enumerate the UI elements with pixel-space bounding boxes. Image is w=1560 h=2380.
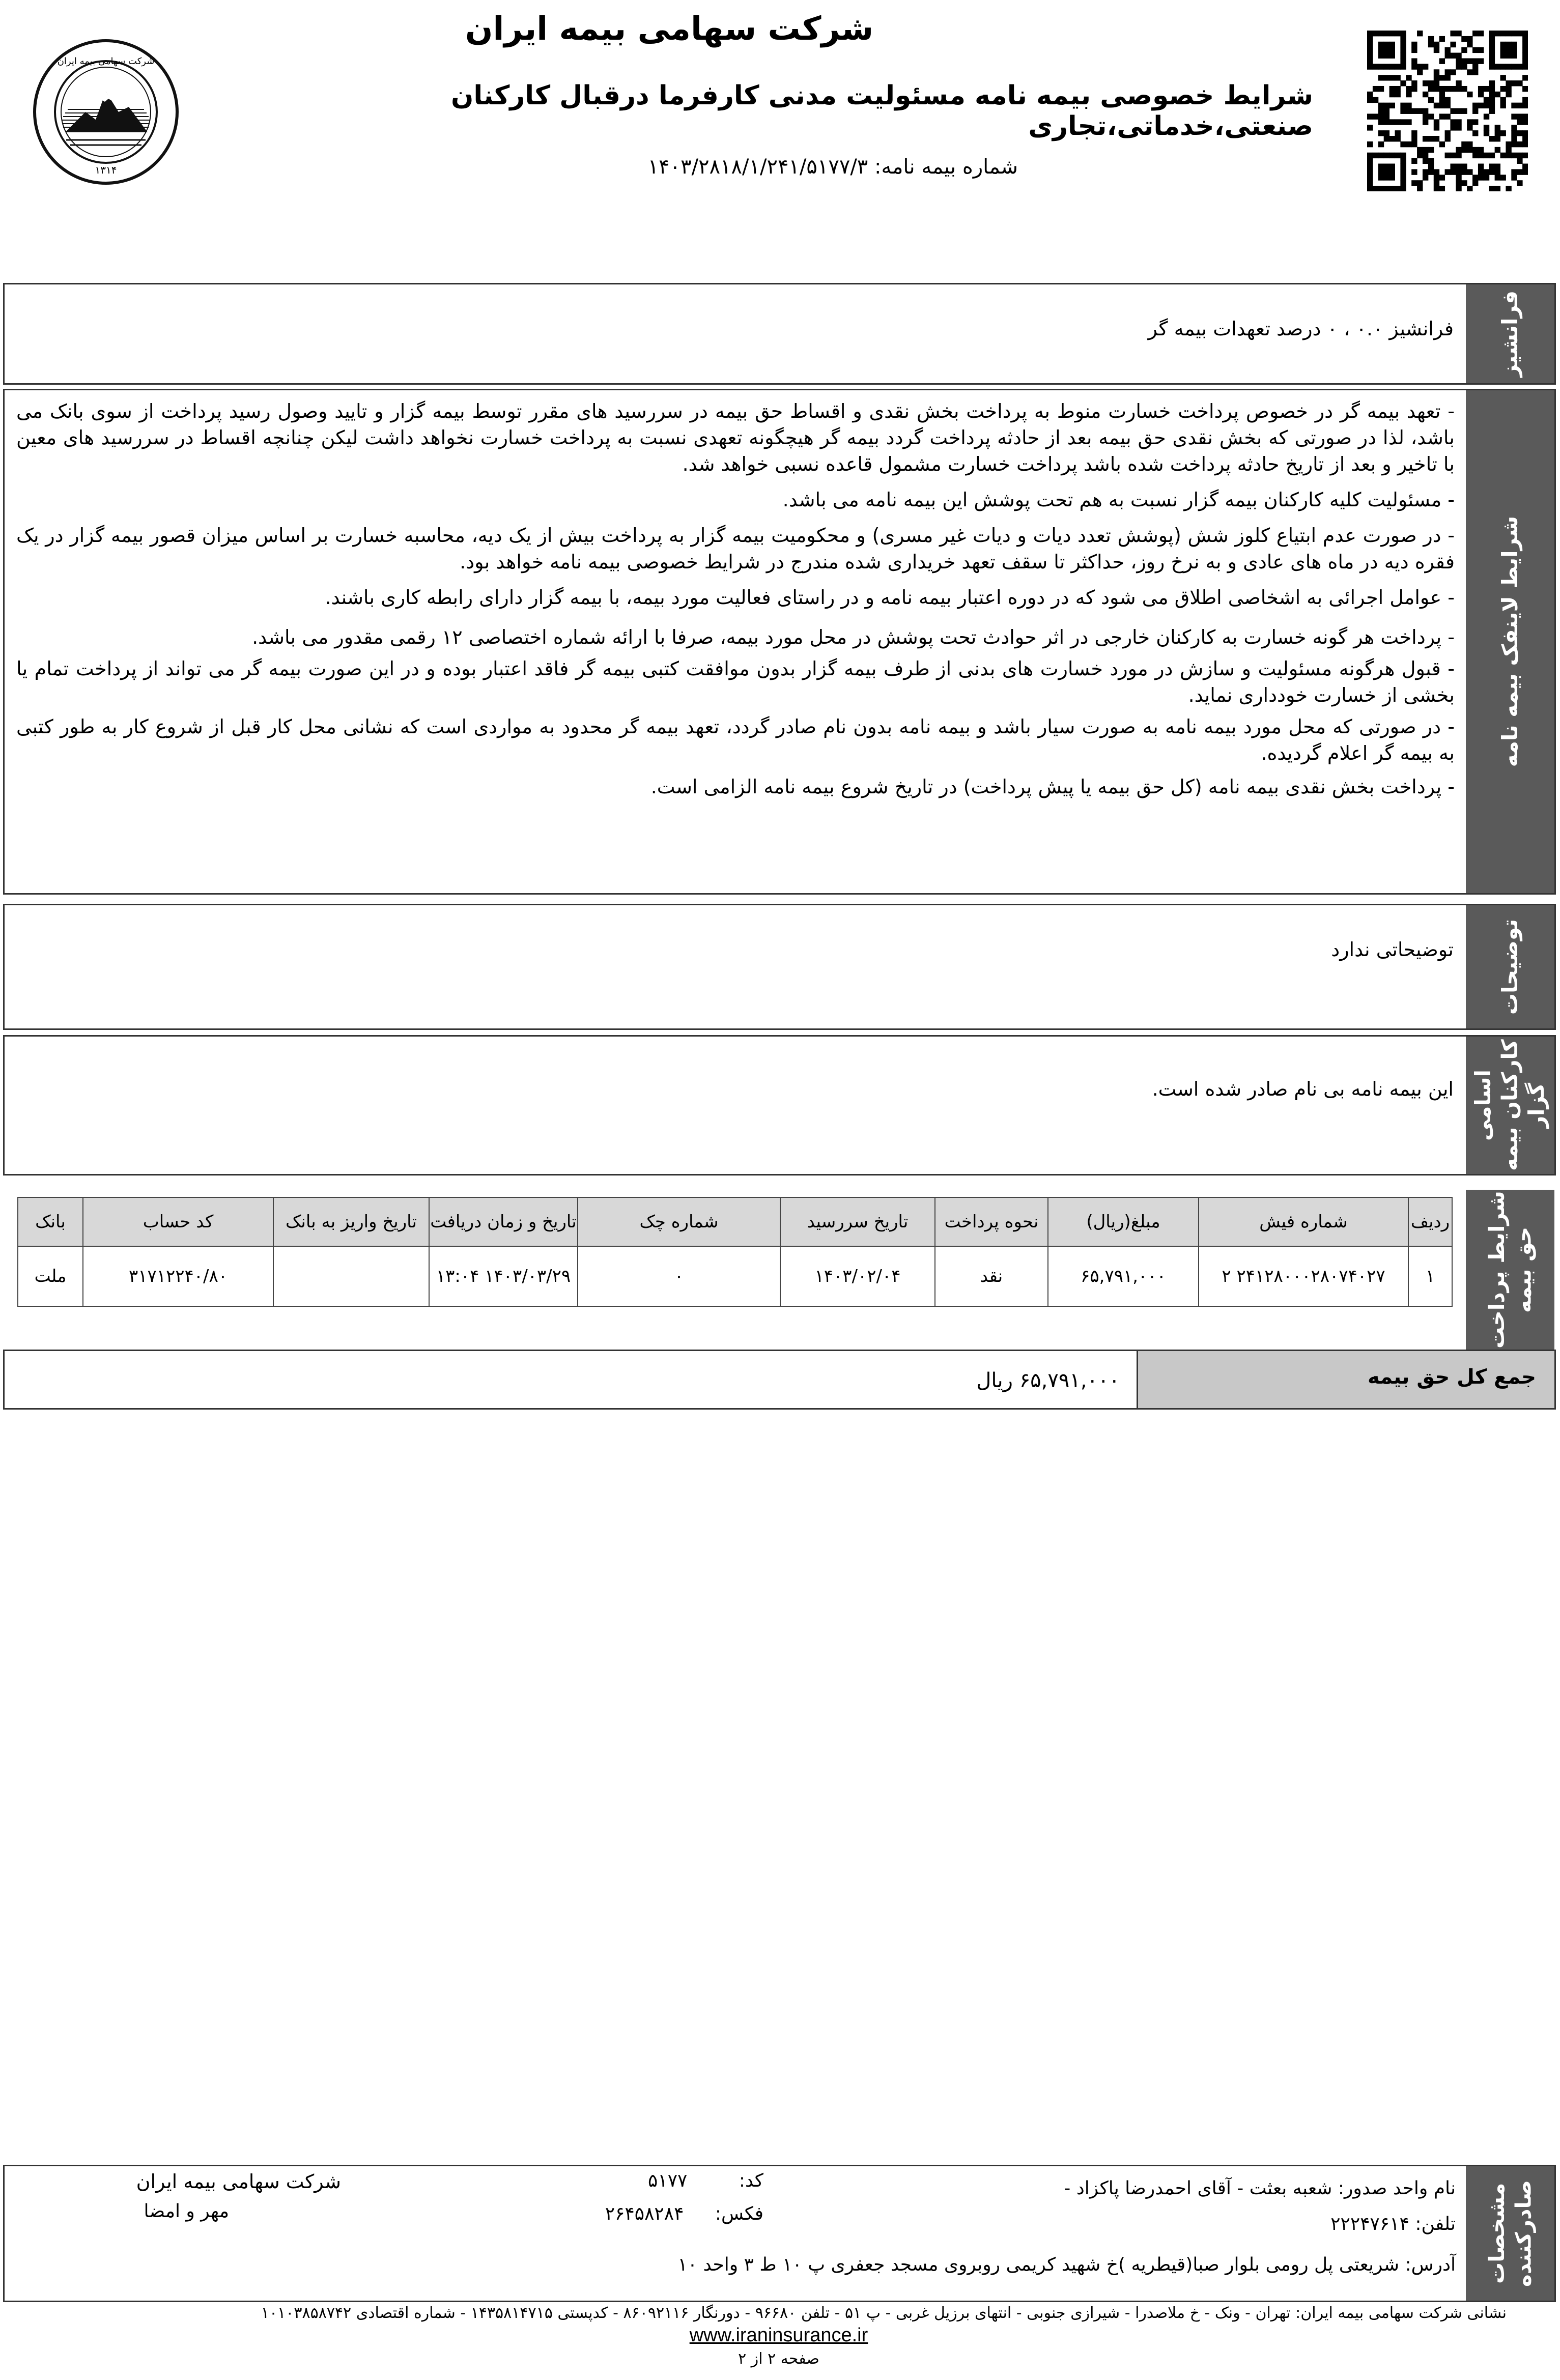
cell-account-code: ۳۱۷۱۲۲۴۰/۸۰ [83, 1246, 273, 1306]
payment-table [17, 1197, 1453, 1307]
issuer-label: مشخصات صادرکننده [1484, 2180, 1536, 2287]
address-value: شریعتی پل رومی بلوار صبا(قیطریه )خ شهید کریمی روبروی مسجد جعفری پ ۱۰ ط ۳ واحد ۱۰ [677, 2254, 1400, 2275]
condition-item: - قبول هرگونه مسئولیت و سازش در مورد خسارت های بدنی از طرف بیمه گزار بدون موافقت کتبی بیمه گر فاقد اعتبار بوده و در این صورت بیمه گر می تواند از پرداخت تمام یا بخشی از خسارت خودداری نماید. [16, 657, 1455, 706]
condition-item: - تعهد بیمه گر در خصوص پرداخت خسارت منوط به پرداخت بخش نقدی و اقساط حق بیمه در سررسید های مقرر توسط بیمه گزار و تایید وصول رسید پرداخت از سوی بانک می باشد، لذا در صورتی که بخش نقدی حق بیمه بعد از حادثه پرداخت گردد بیمه گر هیچگونه تعهدی نسبت به پرداخت خسارت نخواهد داشت لیکن چنانچه اقساط در سررسید های معین با تاخیر و بعد از تاریخ حادثه پرداخت شده باشد پرداخت خسارت مشمول قاعده نسبی خواهد شد. [16, 400, 1455, 475]
policy-number: ۱۴۰۳/۲۸۱۸/۱/۲۴۱/۵۱۷۷/۳ [647, 155, 868, 179]
logo-year: ۱۳۱۴ [95, 164, 117, 176]
conditions-label-bar [1466, 390, 1554, 893]
cell-payment-method: نقد [935, 1246, 1048, 1306]
header-payment-method: نحوه پرداخت [935, 1197, 1048, 1246]
total-label: جمع کل حق بیمه [1367, 1365, 1536, 1389]
code-value: ۵۱۷۷ [648, 2170, 688, 2191]
issuer-phone [865, 2214, 1456, 2234]
phone-value: ۲۲۲۴۷۶۱۴ [1330, 2214, 1409, 2234]
cell-receipt-number: ۲۴۱۲۸۰۰۰۲۸۰۷۴۰۲۷ ۲ [1199, 1246, 1408, 1306]
cell-due-date: ۱۴۰۳/۰۲/۰۴ [780, 1246, 935, 1306]
notes-text: توضیحاتی ندارد [1331, 938, 1454, 961]
employees-label-bar [1466, 1037, 1554, 1174]
condition-item: - در صورت عدم ابتیاع کلوز شش (پوشش تعدد دیات و دیات غیر مسری) و محکومیت بیمه گزار به پرداخت بیش از یک دیه، محاسبه خسارت بر اساس میزان قصور بیمه گزار در یک فقره دیه در ماه های عادی و به نرخ روز، حداکثر تا سقف تعهد خریداری شده مندرج در شرایط خصوصی بیمه نامه خواهد بود. [16, 524, 1455, 573]
cell-row-number: ۱ [1408, 1246, 1452, 1306]
table-row [18, 1246, 1452, 1306]
policy-label: شماره بیمه نامه: [874, 155, 1018, 179]
header-row-number: ردیف [1408, 1197, 1452, 1246]
condition-item: - مسئولیت کلیه کارکنان بیمه گزار نسبت به هم تحت پوشش این بیمه نامه می باشد. [782, 489, 1455, 511]
payment-label-bar [1466, 1190, 1554, 1350]
total-value: ۶۵,۷۹۱,۰۰۰ ریال [976, 1369, 1120, 1392]
condition-item: - عوامل اجرائی به اشخاصی اطلاق می شود که در دوره اعتبار بیمه نامه و در راستای فعالیت مورد بیمه، با بیمه گزار دارای رابطه کاری باشند. [325, 586, 1455, 609]
logo-text: شرکت سهامی بیمه ایران [57, 56, 155, 67]
conditions-list [16, 398, 1455, 800]
issuer-company-name: شرکت سهامی بیمه ایران [136, 2170, 341, 2193]
footer-address: نشانی شرکت سهامی بیمه ایران: تهران - ونک - خ ملاصدرا - شیرازی جنوبی - انتهای برزیل غربی - پ ۵۱ - تلفن ۹۶۶۸۰ - دورنگار ۸۶۰۹۲۱۱۶ - کدپستی ۱۴۳۵۸۱۴۷۱۵ - شماره اقتصادی ۱۰۱۰۳۸۵۸۷۴۲ [261, 2304, 1507, 2322]
total-label-cell [1137, 1351, 1554, 1408]
header-account-code: کد حساب [83, 1197, 273, 1246]
page-title: شرایط خصوصی بیمه نامه مسئولیت مدنی کارفرما درقبال کارکنان صنعتی،خدماتی،تجاری [451, 80, 1313, 141]
header-check-number: شماره چک [578, 1197, 780, 1246]
notes-section [3, 904, 1556, 1030]
franchise-label: فرانشیز [1497, 291, 1522, 377]
header-amount: مبلغ(ریال) [1048, 1197, 1199, 1246]
payment-table-header [18, 1197, 1452, 1246]
header-deposit-date: تاریخ واریز به بانک [273, 1197, 429, 1246]
franchise-label-bar [1466, 284, 1554, 383]
issuer-stamp-label: مهر و امضا [144, 2201, 229, 2222]
issuer-fax [560, 2203, 763, 2224]
cell-bank: ملت [18, 1246, 83, 1306]
unit-value: شعبه بعثت - آقای احمدرضا پاکزاد - [1064, 2178, 1332, 2199]
unit-label: نام واحد صدور: [1338, 2178, 1456, 2199]
policy-number-line [458, 155, 1018, 179]
issuer-code [560, 2170, 763, 2191]
issuer-address [458, 2254, 1456, 2275]
company-name: شرکت سهامی بیمه ایران [465, 10, 874, 48]
header-receipt-number: شماره فیش [1199, 1197, 1408, 1246]
employees-label: اسامی کارکنان بیمه گزار [1470, 1039, 1549, 1171]
fax-value: ۲۶۴۵۸۲۸۴ [605, 2203, 684, 2224]
code-label: کد: [739, 2170, 763, 2191]
condition-item: - پرداخت بخش نقدی بیمه نامه (کل حق بیمه یا پیش پرداخت) در تاریخ شروع بیمه نامه الزامی است. [650, 776, 1455, 798]
employees-text: این بیمه نامه بی نام صادر شده است. [1152, 1078, 1454, 1100]
employees-section [3, 1035, 1556, 1175]
issuer-label-bar [1466, 2166, 1554, 2301]
address-label: آدرس: [1405, 2254, 1456, 2275]
header-due-date: تاریخ سررسید [780, 1197, 935, 1246]
cell-amount: ۶۵,۷۹۱,۰۰۰ [1048, 1246, 1199, 1306]
phone-label: تلفن: [1415, 2214, 1456, 2234]
header-received-datetime: تاریخ و زمان دریافت [429, 1197, 578, 1246]
cell-check-number: ۰ [578, 1246, 780, 1306]
qr-code-icon [1367, 31, 1528, 191]
notes-label: توضیحات [1497, 919, 1522, 1015]
conditions-label: شرایط لاینفک بیمه نامه [1497, 516, 1522, 767]
notes-label-bar [1466, 905, 1554, 1028]
footer-page-number: صفحه ۲ از ۲ [738, 2350, 819, 2368]
cell-deposit-date [273, 1246, 429, 1306]
footer-website[interactable]: www.iraninsurance.ir [689, 2325, 868, 2346]
cell-received-datetime: ۱۴۰۳/۰۳/۲۹ ۱۳:۰۴ [429, 1246, 578, 1306]
condition-item: - در صورتی که محل مورد بیمه نامه به صورت سیار باشد و بیمه نامه بدون نام صادر گردد، تعهد بیمه گر محدود به مواردی است که نشانی محل کار قبل از شروع کار به طور کتبی به بیمه گر اعلام گردیده. [16, 715, 1455, 764]
payment-label: شرایط پرداخت حق بیمه [1484, 1191, 1536, 1349]
fax-label: فکس: [715, 2203, 763, 2224]
issuer-unit [865, 2178, 1456, 2199]
condition-item: - پرداخت هر گونه خسارت به کارکنان خارجی در اثر حوادث تحت پوشش در محل مورد بیمه، صرفا با ارائه شماره اختصاصی ۱۲ رقمی مقدور می باشد. [252, 626, 1455, 648]
franchise-text: فرانشیز ۰.۰ ، ۰ درصد تعهدات بیمه گر [1148, 318, 1454, 340]
header-bank: بانک [18, 1197, 83, 1246]
